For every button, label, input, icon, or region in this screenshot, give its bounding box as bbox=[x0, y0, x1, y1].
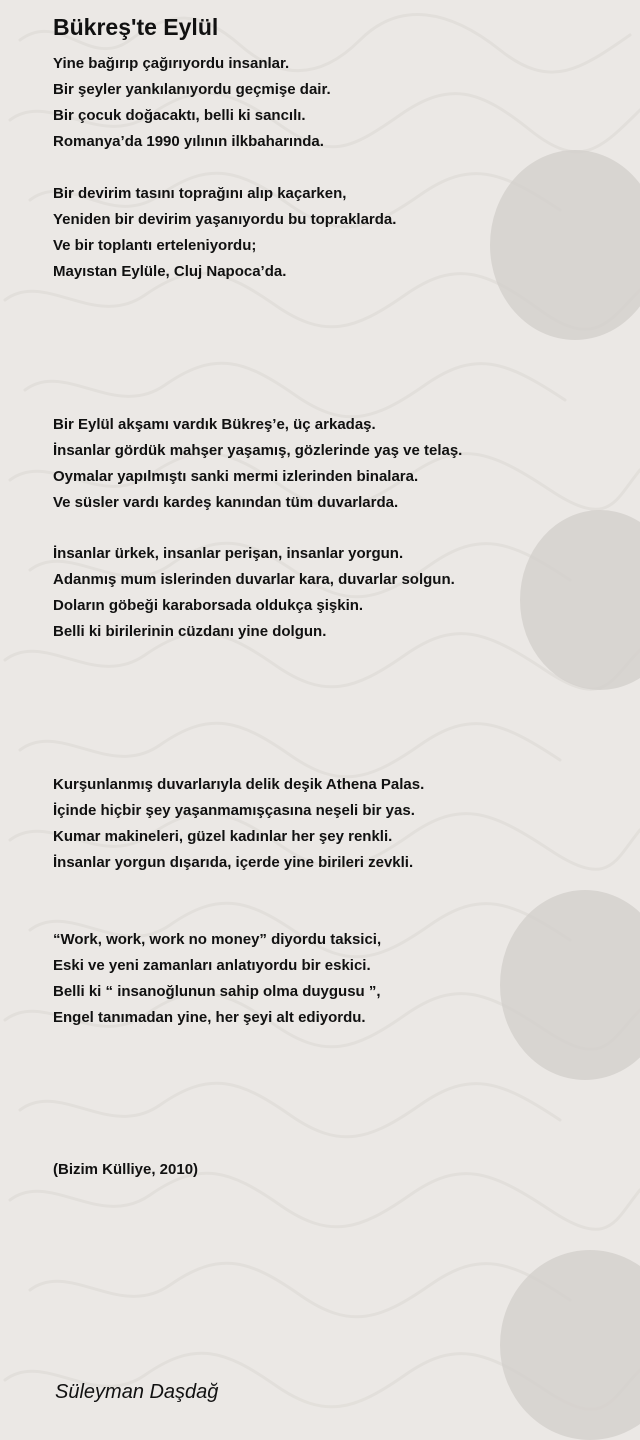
poem-line: Oymalar yapılmıştı sanki mermi izlerinden binalara. bbox=[53, 468, 419, 485]
poem-line: Doların göbeği karaborsada oldukça şişkin. bbox=[53, 597, 364, 614]
stanza-5 bbox=[53, 772, 424, 876]
poem-line: İnsanlar ürkek, insanlar perişan, insanlar yorgun. bbox=[53, 545, 404, 562]
stanza-4 bbox=[53, 541, 455, 645]
poem-line: Yine bağırıp çağırıyordu insanlar. bbox=[53, 55, 290, 72]
poem-line: Yeniden bir devirim yaşanıyordu bu topraklarda. bbox=[53, 211, 397, 228]
poem-line: Bir şeyler yankılanıyordu geçmişe dair. bbox=[53, 81, 331, 98]
poem-source-note: (Bizim Külliye, 2010) bbox=[53, 1161, 199, 1178]
poem-line: İnsanlar yorgun dışarıda, içerde yine birileri zevkli. bbox=[53, 854, 414, 871]
poem-line: Bir Eylül akşamı vardık Bükreş’e, üç arkadaş. bbox=[53, 416, 376, 433]
stanza-1 bbox=[53, 51, 331, 155]
poem-line: Kumar makineleri, güzel kadınlar her şey renkli. bbox=[53, 828, 393, 845]
poem-line: Adanmış mum islerinden duvarlar kara, duvarlar solgun. bbox=[53, 571, 455, 588]
stanza-6 bbox=[53, 927, 381, 1031]
poem-title: Bükreş'te Eylül bbox=[53, 14, 219, 40]
poem-line: Mayıstan Eylüle, Cluj Napoca’da. bbox=[53, 263, 287, 280]
poem-line: Bir devirim tasını toprağını alıp kaçarken, bbox=[53, 185, 347, 202]
poem-line: “Work, work, work no money” diyordu taksici, bbox=[53, 931, 382, 948]
poem-line: Ve bir toplantı erteleniyordu; bbox=[53, 237, 257, 254]
poem-line: Kurşunlanmış duvarlarıyla delik deşik Athena Palas. bbox=[53, 776, 425, 793]
stanza-2 bbox=[53, 181, 396, 285]
poem-line: Romanya’da 1990 yılının ilkbaharında. bbox=[53, 133, 324, 150]
poem-line: Ve süsler vardı kardeş kanından tüm duvarlarda. bbox=[53, 494, 399, 511]
poem-author: Süleyman Daşdağ bbox=[55, 1381, 219, 1403]
stanza-3 bbox=[53, 412, 462, 516]
poem-line: Engel tanımadan yine, her şeyi alt ediyordu. bbox=[53, 1009, 366, 1026]
poem-line: Belli ki birilerinin cüzdanı yine dolgun. bbox=[53, 623, 327, 640]
poem-line: Bir çocuk doğacaktı, belli ki sancılı. bbox=[53, 107, 306, 124]
poem-line: Belli ki “ insanoğlunun sahip olma duygusu ”, bbox=[53, 983, 381, 1000]
poem-line: Eski ve yeni zamanları anlatıyordu bir eskici. bbox=[53, 957, 371, 974]
poem-line: İnsanlar gördük mahşer yaşamış, gözlerinde yaş ve telaş. bbox=[53, 442, 463, 459]
poem-line: İçinde hiçbir şey yaşanmamışçasına neşeli bir yas. bbox=[53, 802, 415, 819]
